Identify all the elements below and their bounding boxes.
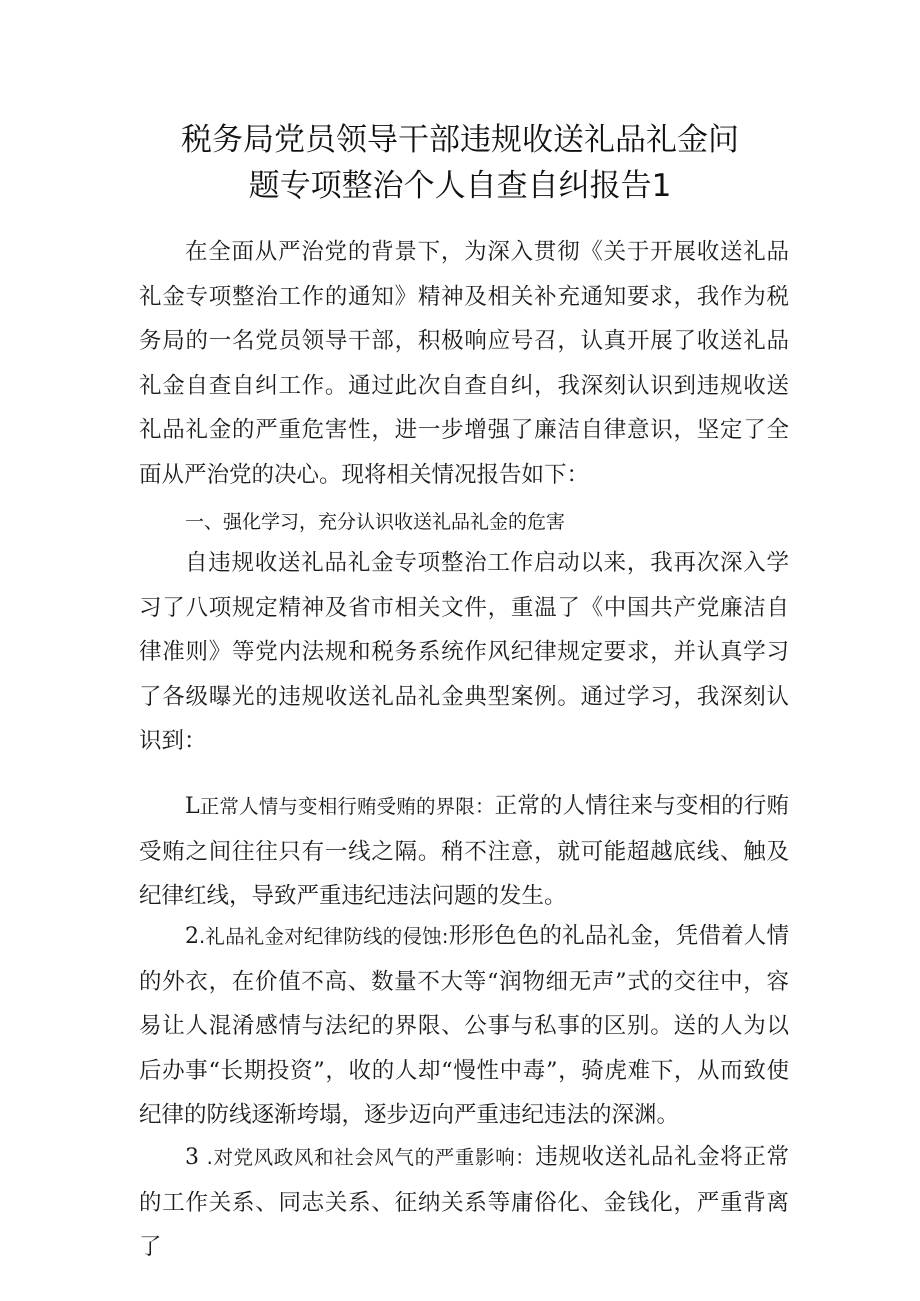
list-item	[139, 784, 789, 919]
intro-paragraph: 在全面从严治党的背景下，为深入贯彻《关于开展收送礼品礼金专项整治工作的通知》精神及相关补充通知要求，我作为税务局的一名党员领导干部，积极响应号召，认真开展了收送礼品礼金自查自纠工作。通过此次自查自纠，我深刻认识到违规收送礼品礼金的严重危害性，进一步增强了廉洁自律意识，坚定了全面从严治党的决心。现将相关情况报告如下：	[139, 239, 789, 488]
item-label: 正常人情与变相行贿受贿的界限：	[199, 795, 495, 818]
item-number: L	[185, 794, 200, 819]
item-text: 正常的人情往来与变相的行贿受贿之间往往只有一线之隔。稍不注意，就可能超越底线、触及纪律红线，导致严重违纪违法问题的发生。	[139, 793, 789, 910]
item-text: 违规收送礼品礼金将正常的工作关系、同志关系、征纳关系等庸俗化、金钱化，严重背离了	[139, 1144, 790, 1261]
document-title-line-1: 税务局党员领导干部违规收送礼品礼金问	[181, 122, 739, 158]
item-label: .对党风政风和社会风气的严重影响：	[206, 1146, 536, 1169]
item-number: 2	[185, 924, 199, 949]
item-number: 3	[185, 1145, 199, 1170]
item-number-spacer	[199, 1145, 207, 1170]
section-1-heading: 一、强化学习，充分认识收送礼品礼金的危害	[185, 511, 566, 533]
item-text: 形形色色的礼品礼金，凭借着人情的外衣，在价值不高、数量不大等“润物细无声”式的交往中，容易让人混淆感情与法纪的界限、公事与私事的区别。送的人为以后办事“长期投资”，收的人却“慢性中毒”，骑虎难下，从而致使纪律的防线逐渐垮塌，逐步迈向严重违纪违法的深渊。	[139, 923, 789, 1129]
item-label: .礼品礼金对纪律防线的侵蚀:	[199, 925, 449, 948]
document-title-line-2: 题专项整治个人自查自纠报告1	[248, 168, 672, 204]
list-item	[139, 914, 789, 1138]
section-1-body: 自违规收送礼品礼金专项整治工作启动以来，我再次深入学习了八项规定精神及省市相关文件，重温了《中国共产党廉洁自律准则》等党内法规和税务系统作风纪律规定要求，并认真学习了各级曝光的违规收送礼品礼金典型案例。通过学习，我深刻认识到：	[139, 550, 789, 755]
list-item	[139, 1135, 789, 1270]
